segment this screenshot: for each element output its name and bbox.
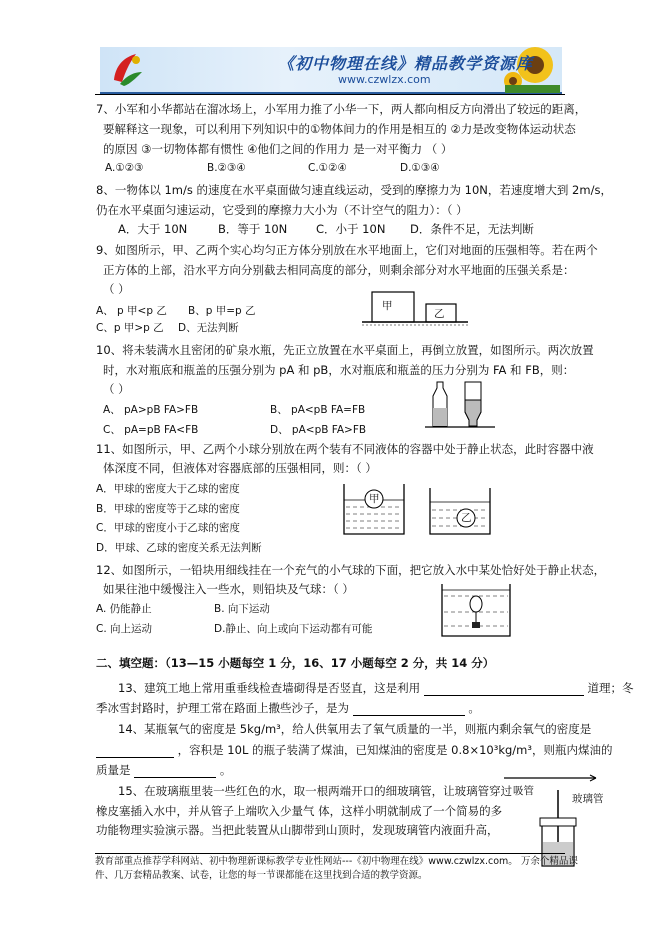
q8-option-c: C．小于 10N [316,222,386,236]
q10-line2: 时，水对瓶底和瓶盖的压强分别为 pA 和 pB，水对瓶底和瓶盖的压力分别为 FA 和 FB，则： [103,363,575,377]
q12-line2: 如果往池中缓慢注入一些水，则铅块及气球：（ ） [103,582,354,596]
q7-option-b: B.②③④ [207,162,246,174]
q12-balloon-figure [440,582,512,640]
q13-text-c: 季冰雪封路时，护理工常在路面上撒些沙子，是为 [96,701,349,715]
q15-fig-label-straw: 吸管 [513,785,534,797]
q12-option-d: D.静止、向上或向下运动都有可能 [214,623,373,635]
q10-bottle-figure [425,378,495,430]
q7-line1: 7、小军和小华都站在溜冰场上，小军用力推了小华一下，两人都向相反方向滑出了较远的距离， [96,102,587,116]
footer-line1 [95,855,578,869]
q11-option-d: D．甲球、乙球的密度关系无法判断 [96,542,262,554]
q7-option-d: D.①③④ [400,162,440,174]
q9-figure [360,290,470,330]
q9-option-c: C、p 甲>p 乙 [96,322,164,334]
q14-text-b: ，容积是 10L 的瓶子装满了煤油，已知煤油的密度是 0.8×10³kg/m³，则瓶内煤油的 [177,743,613,757]
q13-answer-blank-1[interactable] [424,679,584,696]
q15-fig-label-tube: 玻璃管 [572,793,604,805]
q15-line2: 橡皮塞插入水中，并从管子上端吹入少量气 体，这样小明就制成了一个简易的多 [96,804,503,818]
q12-line1: 12、如图所示，一铅块用细线挂在一个充气的小气球的下面，把它放入水中某处恰好处于静止状态， [96,563,606,577]
q7-line2: 要解释这一现象，可以利用下列知识中的①物体间力的作用是相互的 ②力是改变物体运动状态 [103,122,576,136]
q11-option-b: B．甲球的密度等于乙球的密度 [96,503,240,515]
q12-option-b: B. 向下运动 [214,603,270,615]
q9-option-b: B、p 甲=p 乙 [188,305,256,317]
q14-text-d: 。 [219,763,232,777]
q14-line1: 14、某瓶氧气的密度是 5kg/m³，给人供氧用去了氧气质量的一半，则瓶内剩余氧气的密度是 [118,722,592,736]
footer-text-1-tail: 万余个精品课 [520,856,578,867]
q14-line2 [96,741,612,758]
q10-line1: 10、将未装满水且密闭的矿泉水瓶，先正立放置在水平桌面上，再倒立放置，如图所示。两次放置 [96,343,594,357]
q10-option-d: D、 pA<pB FA>FB [270,424,367,436]
q13-line2 [96,699,480,716]
q8-line2: 仍在水平桌面匀速运动，它受到的摩擦力大小为（不计空气的阻力）：（ ） [96,203,468,217]
q13-text-d: 。 [468,701,480,715]
q9-fig-label-jia: 甲 [382,300,393,312]
q11-option-a: A．甲球的密度大于乙球的密度 [96,483,240,495]
logo-icon [106,50,146,90]
q14-answer-blank-1[interactable] [96,741,174,758]
q14-text-c: 质量是 [96,763,131,777]
q11-line2: 体深度不同，但液体对容器底部的压强相同，则：（ ） [103,461,377,475]
q11-line1: 11、如图所示，甲、乙两个小球分别放在两个装有不同液体的容器中处于静止状态，此时容器中液 [96,442,594,456]
q10-line3: （ ） [103,382,130,396]
q11-fig-label-yi: 乙 [461,512,472,524]
q7-option-c: C.①②④ [308,162,347,174]
q8-option-a: A．大于 10N [118,222,188,236]
q10-option-a: A、 pA>pB FA>FB [103,404,199,416]
header-rule [95,94,565,95]
banner-title: 《初中物理在线》精品教学资源库 [278,54,534,73]
q12-option-c: C. 向上运动 [96,623,153,635]
q7-line3: 的原因 ③一切物体都有惯性 ④他们之间的作用力 是一对平衡力 （ ） [103,142,453,156]
q13-line1 [118,679,633,696]
q14-answer-blank-2[interactable] [134,761,216,778]
footer-rule [95,853,565,854]
q11-container-figure [340,480,500,538]
q10-option-b: B、 pA<pB FA=FB [270,404,366,416]
footer-text-1: 教育部重点推荐学科网站、初中物理新课标教学专业性网站---《初中物理在线》www.czwlzx.com。 [95,856,518,867]
q9-option-a: A、 p 甲<p 乙 [96,305,167,317]
q10-option-c: C、 pA=pB FA<FB [103,424,199,436]
q11-option-c: C．甲球的密度小于乙球的密度 [96,522,240,534]
header-banner [100,47,562,94]
q11-fig-label-jia: 甲 [369,493,380,505]
q9-fig-label-yi: 乙 [434,308,445,320]
q9-line1: 9、如图所示，甲、乙两个实心均匀正方体分别放在水平地面上，它们对地面的压强相等。若在两个 [96,243,598,257]
q14-line3 [96,761,231,778]
q13-answer-blank-2[interactable] [353,699,465,716]
footer-line2: 件、几万套精品教案、试卷，让您的每一节课都能在这里找到合适的教学资源。 [95,870,428,881]
q15-line1: 15、在玻璃瓶里装一些红色的水，取一根两端开口的细玻璃管，让玻璃管穿过 [118,784,513,798]
q13-text-b: 道理；冬 [587,681,634,695]
q15-line3: 功能物理实验演示器。当把此装置从山脚带到山顶时，发现玻璃管内液面升高， [96,823,499,837]
q8-option-d: D．条件不足，无法判断 [410,222,534,236]
q8-line1: 8、一物体以 1m/s 的速度在水平桌面做匀速直线运动，受到的摩擦力为 10N，若速度增大到 2m/s， [96,183,612,197]
q9-line3: （ ） [103,282,130,296]
q8-option-b: B．等于 10N [218,222,288,236]
q9-line2: 正方体的上部，沿水平方向分别截去相同高度的部分，则剩余部分对水平地面的压强关系是： [103,263,575,277]
q13-text-a: 13、建筑工地上常用重垂线检查墙砌得是否竖直，这是利用 [118,681,421,695]
section2-heading: 二、填空题：（13—15 小题每空 1 分，16、17 小题每空 2 分，共 14 分） [96,656,495,670]
banner-url[interactable]: www.czwlzx.com [338,73,431,86]
q9-option-d: D、无法判断 [178,322,239,334]
q7-option-a: A.①②③ [105,162,144,174]
q12-option-a: A. 仍能静止 [96,603,152,615]
